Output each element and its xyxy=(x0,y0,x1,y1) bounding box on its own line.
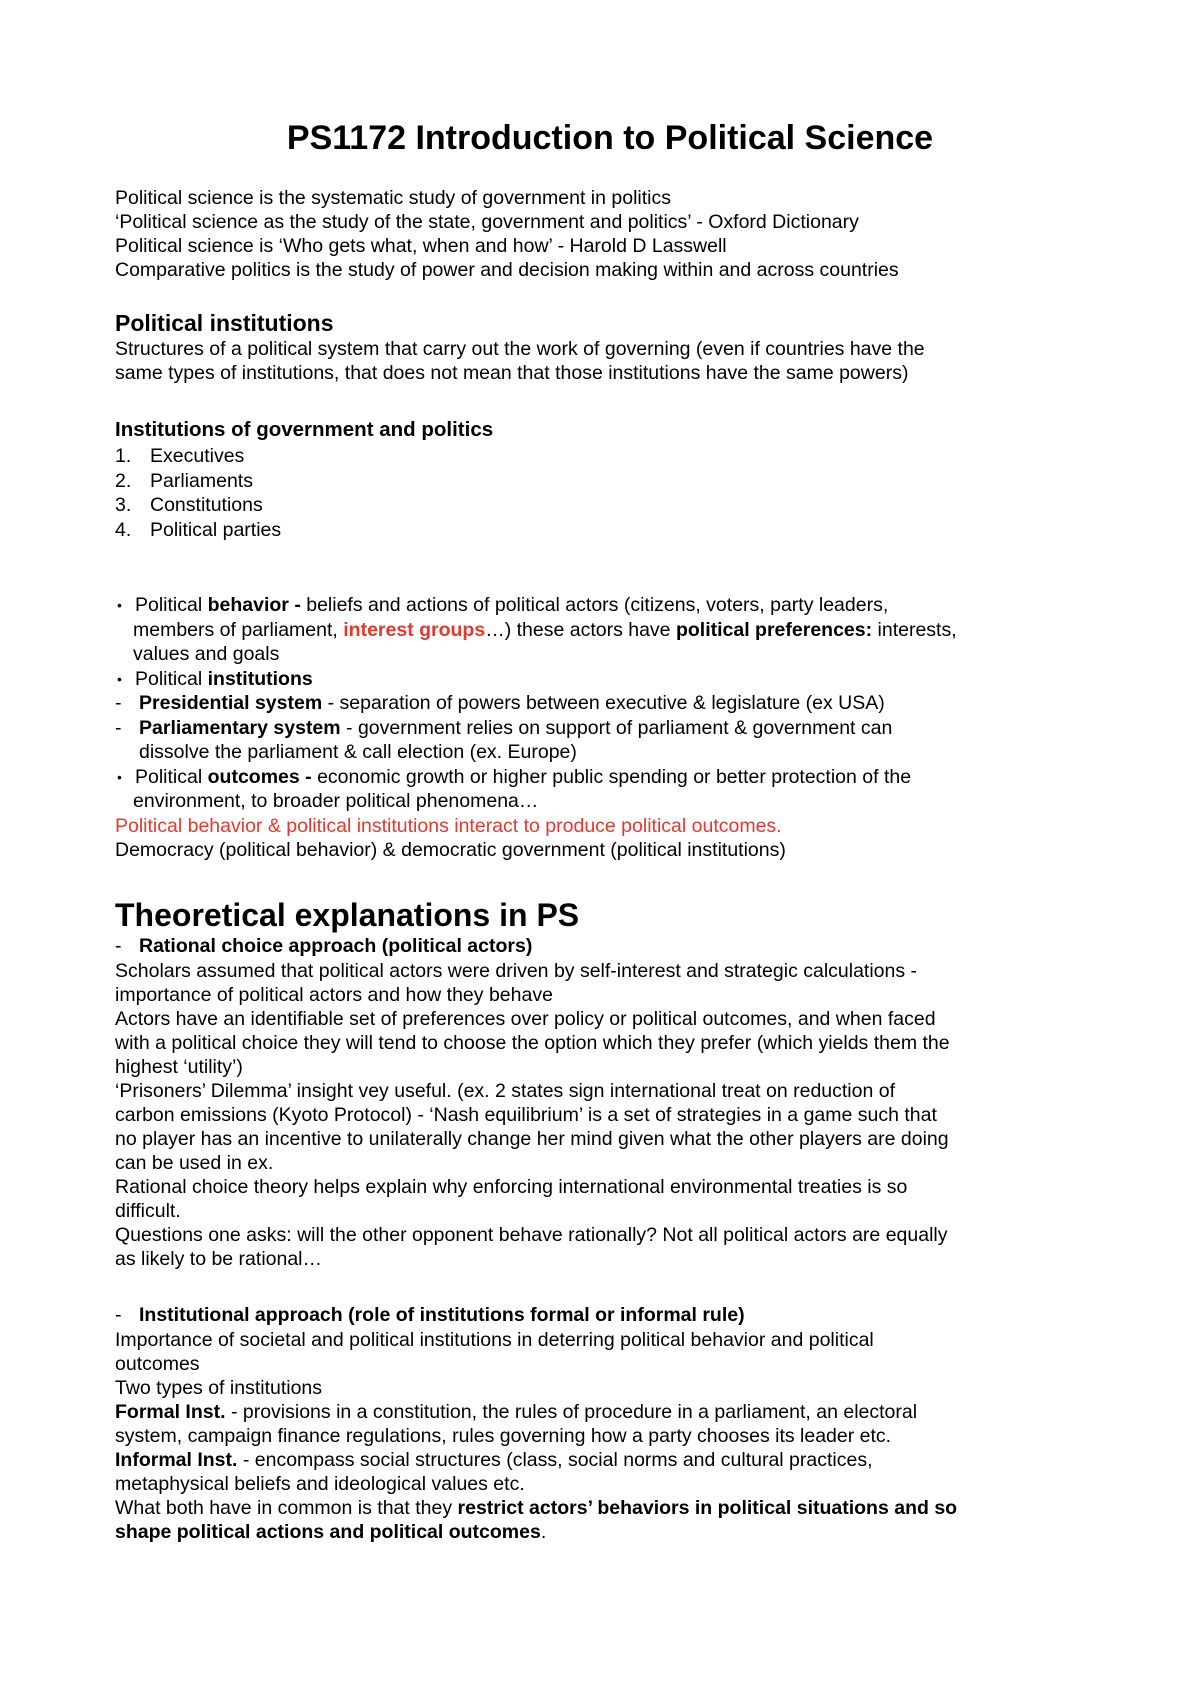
text: - government relies on support of parliament & government can xyxy=(340,716,893,739)
bold-term: Presidential system xyxy=(139,692,323,714)
bold-term: Formal Inst. xyxy=(115,1400,226,1423)
intro-line: Political science is ‘Who gets what, when and how’ - Harold D Lasswell xyxy=(115,235,727,257)
paragraph-line: no player has an incentive to unilaterally change her mind given what the other players are doing xyxy=(115,1127,949,1150)
text: What both have in common is that they xyxy=(115,1496,458,1519)
bullet-icon: • xyxy=(117,597,122,613)
bullet-continuation: environment, to broader political phenomena… xyxy=(133,790,539,812)
intro-section xyxy=(115,186,1105,282)
bullet-icon: • xyxy=(117,768,122,785)
theory-section xyxy=(115,896,1105,1271)
highlight-term: interest groups xyxy=(343,618,486,641)
paragraph-line: metaphysical beliefs and ideological values etc. xyxy=(115,1472,525,1495)
paragraph-line: same types of institutions, that does not mean that those institutions have the same powers) xyxy=(115,362,909,384)
paragraph-line: outcomes xyxy=(115,1352,200,1375)
bullet-institutions xyxy=(115,667,1105,692)
bold-term: behavior - xyxy=(207,594,307,616)
bold-term: outcomes - xyxy=(207,765,318,788)
text: . xyxy=(540,1520,547,1543)
bullet-behavior xyxy=(115,593,1105,618)
bullet-continuation xyxy=(115,618,1105,643)
list-text: Parliaments xyxy=(150,469,253,492)
heading-text: Institutional approach (role of institutions formal or informal rule) xyxy=(139,1304,745,1326)
informal-line xyxy=(115,1448,1105,1472)
list-text: Constitutions xyxy=(150,494,263,516)
intro-line: ‘Political science as the study of the state, government and politics’ - Oxford Dictionary xyxy=(115,211,859,233)
dash-icon: - xyxy=(115,692,122,714)
political-institutions-section xyxy=(115,309,1105,385)
paragraph-line: with a political choice they will tend to choose the option which they prefer (which yields them the xyxy=(115,1031,950,1054)
paragraph-line: system, campaign finance regulations, rules governing how a party chooses its leader etc. xyxy=(115,1424,892,1447)
list-item xyxy=(115,444,1105,469)
paragraph-line: Rational choice theory helps explain why enforcing international environmental treaties is so xyxy=(115,1175,908,1198)
bold-term: Parliamentary system xyxy=(139,716,341,739)
democracy-line: Democracy (political behavior) & democratic government (political institutions) xyxy=(115,839,786,861)
dash-icon: - xyxy=(115,935,122,957)
institutional-approach-section xyxy=(115,1303,1105,1544)
paragraph-line: can be used in ex. xyxy=(115,1151,274,1174)
formal-line xyxy=(115,1400,1105,1424)
bullet-icon: • xyxy=(117,670,122,687)
text: economic growth or higher public spending or better protection of the xyxy=(317,765,912,788)
text: members of parliament, xyxy=(133,618,344,641)
text: - provisions in a constitution, the rules of procedure in a parliament, an electoral xyxy=(225,1400,918,1423)
paragraph-line: Actors have an identifiable set of preferences over policy or political outcomes, and when faced xyxy=(115,1007,936,1030)
paragraph-line: Questions one asks: will the other opponent behave rationally? Not all political actors are equally xyxy=(115,1223,948,1246)
paragraph-line: importance of political actors and how they behave xyxy=(115,983,553,1006)
common-line-cont xyxy=(115,1520,1105,1544)
list-text: Political parties xyxy=(150,518,282,541)
paragraph-line: difficult. xyxy=(115,1199,181,1222)
bold-term: shape political actions and political outcomes xyxy=(115,1520,541,1543)
paragraph-line: Scholars assumed that political actors were driven by self-interest and strategic calculations - xyxy=(115,959,918,982)
text: Political xyxy=(135,594,208,616)
text: - encompass social structures (class, social norms and cultural practices, xyxy=(237,1448,873,1471)
bold-term: political preferences: xyxy=(675,618,873,641)
list-number: 1. xyxy=(115,445,132,467)
text: interests, xyxy=(872,618,957,641)
interact-line: Political behavior & political institutions interact to produce political outcomes. xyxy=(115,814,782,837)
paragraph-line: Structures of a political system that carry out the work of governing (even if countries have the xyxy=(115,338,925,360)
bullet-outcomes xyxy=(115,765,1105,790)
list-item xyxy=(115,493,1105,518)
page-title: PS1172 Introduction to Political Science xyxy=(286,119,934,157)
paragraph-line: Importance of societal and political institutions in deterring political behavior and political xyxy=(115,1328,874,1351)
paragraph-line: highest ‘utility’) xyxy=(115,1055,243,1078)
list-text: Executives xyxy=(150,445,245,467)
list-item xyxy=(115,518,1105,543)
paragraph-line: ‘Prisoners’ Dilemma’ insight vey useful. (ex. 2 states sign international treat on reduction of xyxy=(115,1079,896,1102)
paragraph-line: carbon emissions (Kyoto Protocol) - ‘Nash equilibrium’ is a set of strategies in a game such that xyxy=(115,1103,937,1126)
list-item xyxy=(115,469,1105,494)
dash-parliamentary xyxy=(115,716,1105,741)
text: beliefs and actions of political actors (citizens, voters, party leaders, xyxy=(306,594,889,616)
rational-heading xyxy=(115,934,1105,959)
institutional-heading xyxy=(115,1303,1105,1328)
common-line xyxy=(115,1496,1105,1520)
intro-line: Comparative politics is the study of power and decision making within and across countries xyxy=(115,259,899,281)
text: - separation of powers between executive & legislature (ex USA) xyxy=(322,692,885,714)
bold-term: restrict actors’ behaviors in political situations and so xyxy=(457,1496,958,1519)
subsection-heading: Institutions of government and politics xyxy=(115,418,494,441)
theory-heading: Theoretical explanations in PS xyxy=(115,897,580,933)
paragraph-line: Two types of institutions xyxy=(115,1376,323,1399)
paragraph-line: as likely to be rational… xyxy=(115,1247,323,1270)
section-heading: Political institutions xyxy=(115,310,334,336)
heading-text: Rational choice approach (political actors) xyxy=(139,935,533,957)
list-number: 4. xyxy=(115,518,132,541)
bullet-continuation: values and goals xyxy=(133,643,280,665)
dash-continuation: dissolve the parliament & call election (ex. Europe) xyxy=(139,741,577,763)
text: Political xyxy=(135,667,208,690)
text: …) these actors have xyxy=(485,618,676,641)
behavior-section xyxy=(115,593,1105,863)
intro-line: Political science is the systematic study of government in politics xyxy=(115,187,671,209)
dash-icon: - xyxy=(115,716,122,739)
list-number: 2. xyxy=(115,469,132,492)
text: Political xyxy=(135,765,208,788)
dash-presidential xyxy=(115,691,1105,716)
bold-term: institutions xyxy=(207,667,313,690)
gov-institutions-section xyxy=(115,418,1105,542)
bold-term: Informal Inst. xyxy=(115,1448,238,1471)
list-number: 3. xyxy=(115,494,132,516)
dash-icon: - xyxy=(115,1304,122,1326)
